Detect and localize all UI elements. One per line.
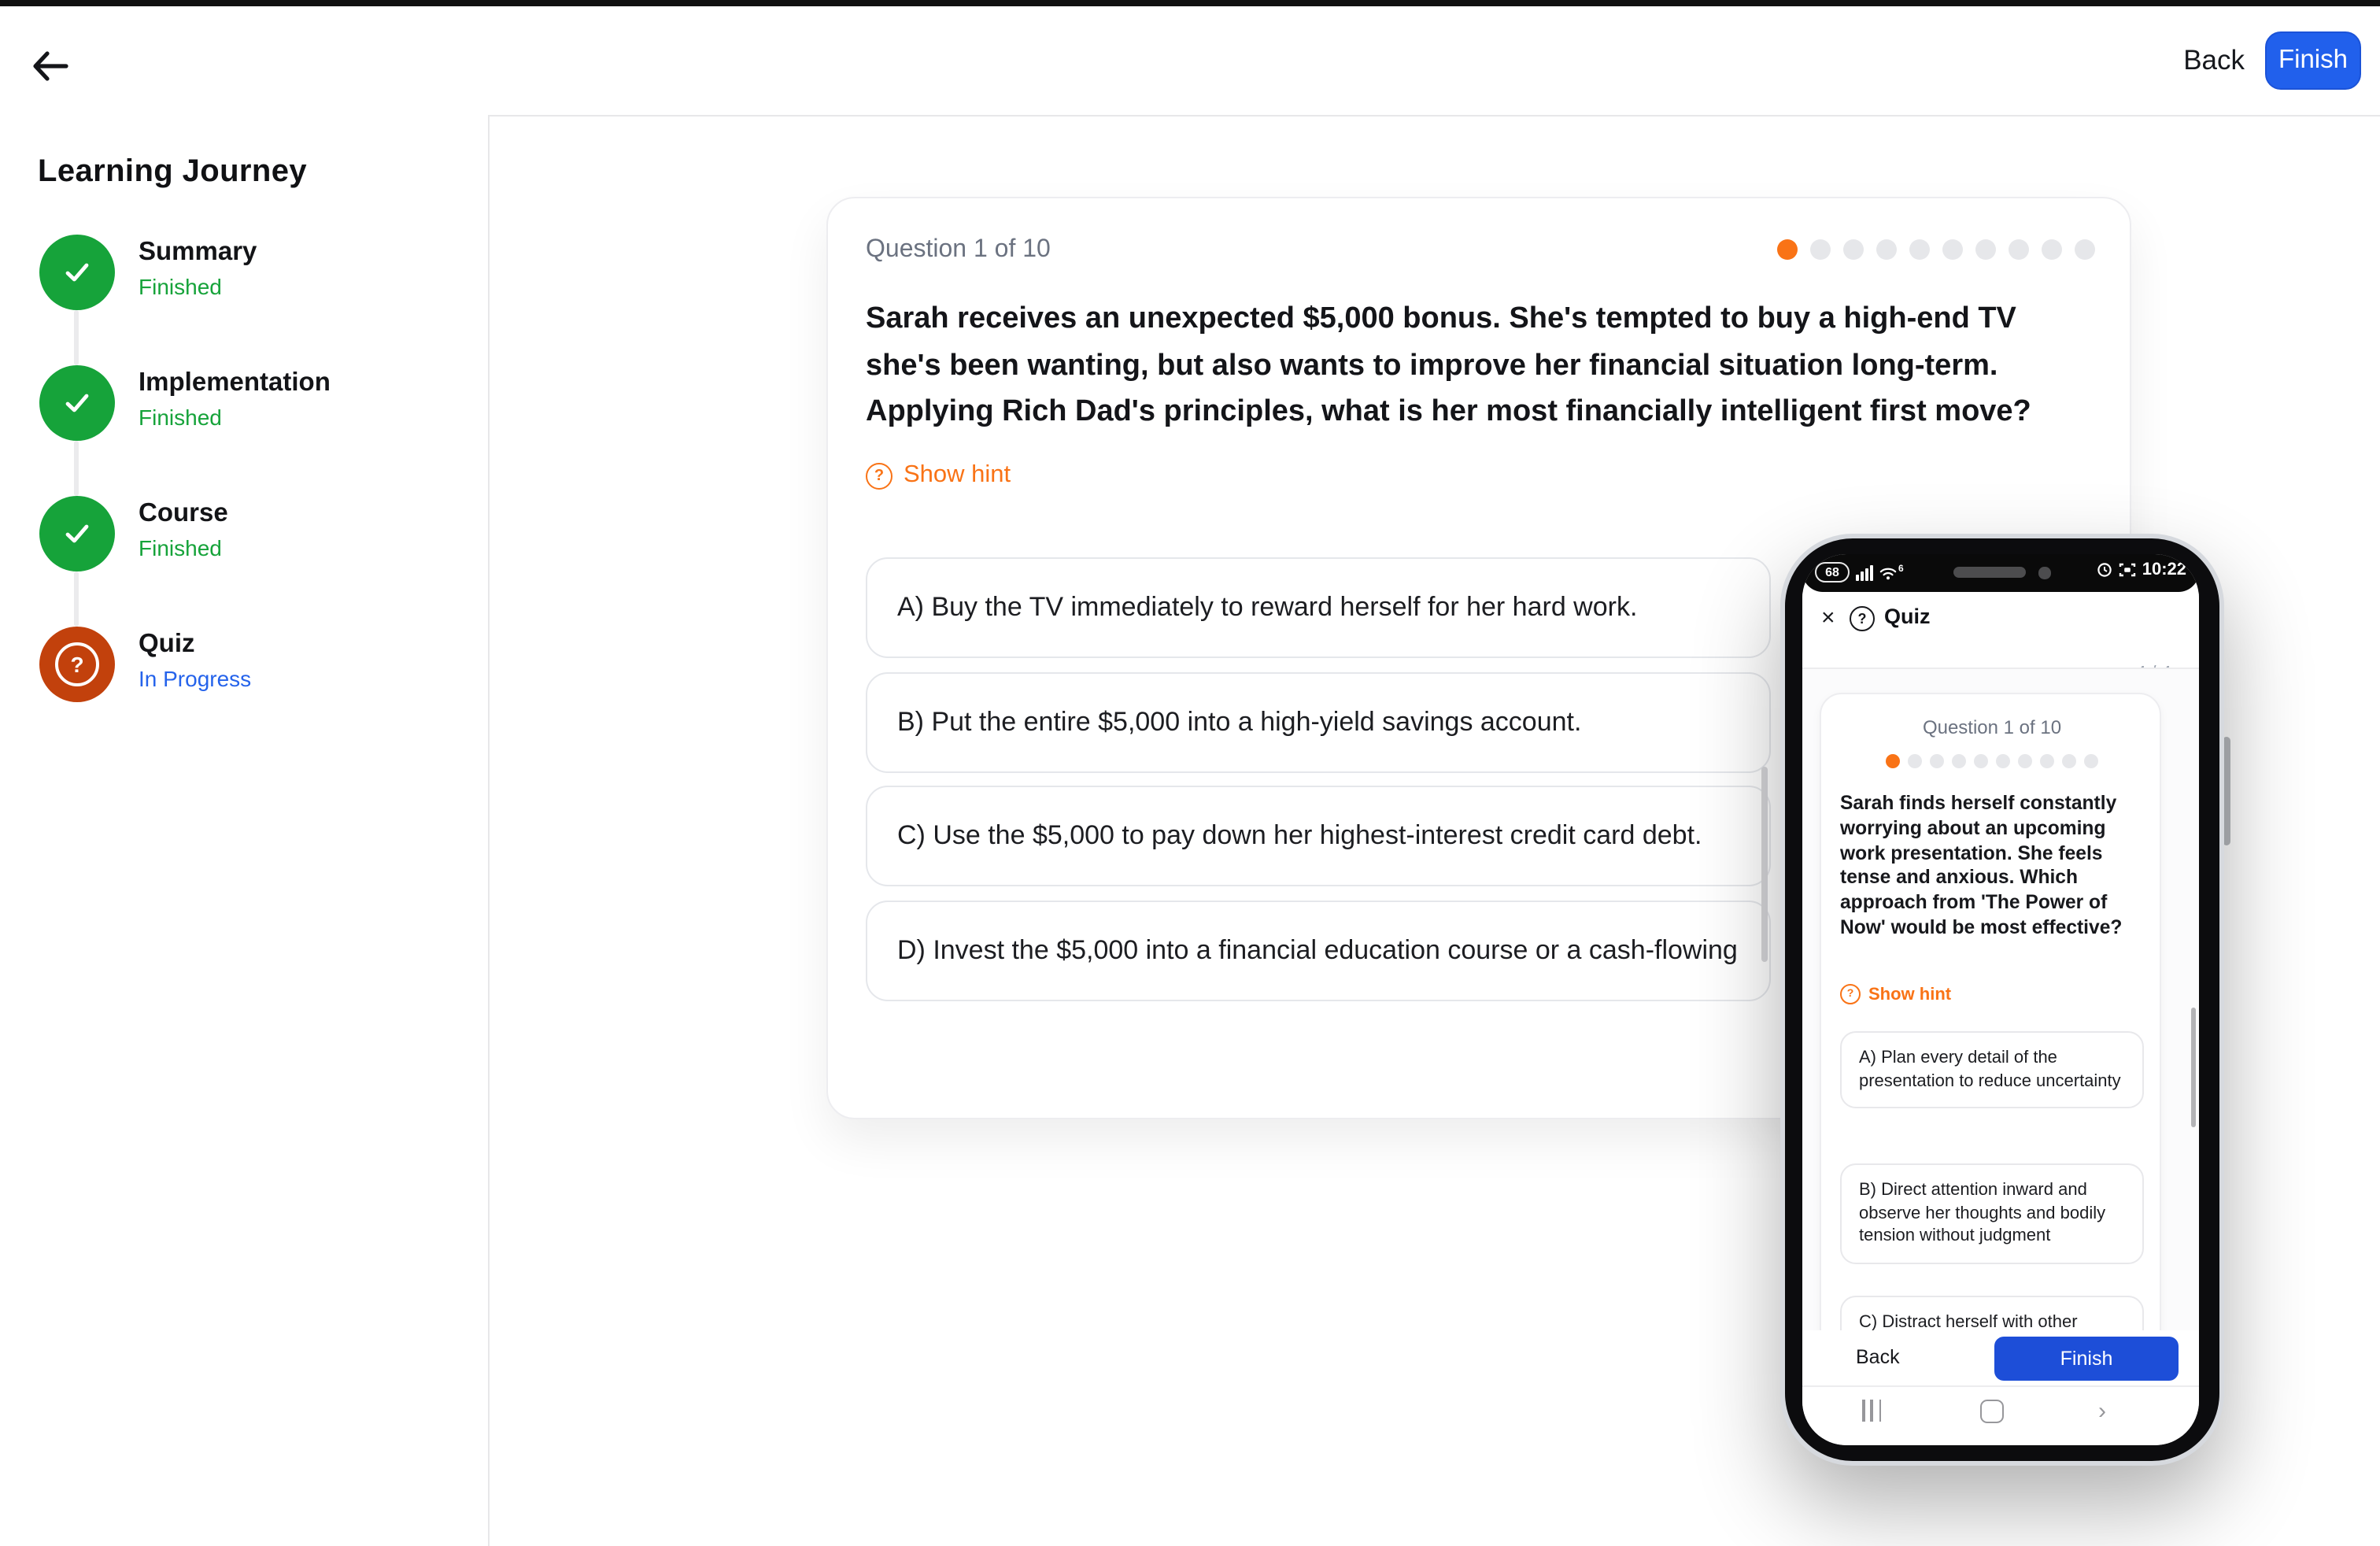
dot (1952, 754, 1966, 768)
card-scrollbar-thumb[interactable] (1761, 767, 1768, 962)
dot (1843, 239, 1864, 260)
dot (1908, 754, 1922, 768)
phone-quiz-content (1802, 669, 2199, 1330)
phone-scrollbar-thumb[interactable] (2190, 1008, 2196, 1127)
step-status: In Progress (139, 666, 252, 691)
phone-app-bar (1802, 592, 2199, 668)
phone-answer-option-b[interactable]: B) Direct attention inward and observe her thoughts and bodily tension without judgment (1840, 1163, 2144, 1263)
learning-journey-sidebar (0, 115, 490, 1546)
dot (1876, 239, 1897, 260)
back-arrow-icon[interactable] (28, 44, 72, 88)
sidebar-item-course[interactable] (39, 496, 228, 571)
step-status: Finished (139, 535, 222, 560)
phone-quiz-title: Quiz (1884, 605, 1931, 628)
sidebar-item-quiz[interactable] (39, 627, 251, 702)
phone-status-bar (1802, 554, 2199, 592)
question-dots (1777, 239, 2095, 260)
dot (1909, 239, 1930, 260)
answer-option-b[interactable]: B) Put the entire $5,000 into a high-yield savings account. (866, 671, 1771, 772)
show-hint-label: Show hint (904, 461, 1011, 488)
dot-active (1886, 754, 1900, 768)
step-title: Summary (139, 238, 257, 266)
dot (2062, 754, 2076, 768)
phone-question-card (1820, 693, 2161, 1330)
header-actions (2183, 6, 2361, 115)
dot (2075, 239, 2095, 260)
step-status: Finished (139, 274, 222, 299)
step-connector (74, 571, 79, 627)
dot (1942, 239, 1963, 260)
step-connector (74, 441, 79, 496)
recents-icon[interactable] (1862, 1400, 1882, 1422)
step-title: Course (139, 499, 228, 527)
nav-back-chevron-icon[interactable]: › (2098, 1398, 2106, 1425)
sidebar-item-summary[interactable] (39, 235, 257, 310)
status-right-icons (2097, 560, 2186, 579)
phone-screen (1802, 554, 2199, 1445)
phone-answer-option-a[interactable]: A) Plan every detail of the presentation to reduce uncertainty (1840, 1031, 2144, 1108)
dot (1810, 239, 1831, 260)
dot (2040, 754, 2054, 768)
dot (1996, 754, 2010, 768)
wifi-icon (1879, 564, 1904, 580)
phone-footer (1802, 1330, 2199, 1385)
finish-button[interactable]: Finish (2265, 31, 2361, 90)
answer-option-d[interactable]: D) Invest the $5,000 into a financial education course or a cash-flowing (866, 900, 1771, 1000)
top-bar (0, 6, 2380, 117)
battery-icon: 68 (1815, 562, 1850, 583)
dot (1974, 754, 1988, 768)
dot (2018, 754, 2032, 768)
sidebar-title: Learning Journey (38, 154, 308, 189)
phone-nav-bar (1802, 1385, 2199, 1445)
phone-mockup (1780, 534, 2224, 1466)
back-button[interactable]: Back (2183, 44, 2245, 76)
close-icon[interactable]: × (1821, 605, 1835, 631)
window-top-strip (0, 0, 2380, 6)
dot-active (1777, 239, 1798, 260)
phone-answer-option-c[interactable]: C) Distract herself with other (1840, 1296, 2144, 1330)
dot (2084, 754, 2098, 768)
phone-question-text: Sarah finds herself constantly worrying about an upcoming work presentation. She feels tense and anxious. Which approach from 'The Power of Now' would be most effective? (1840, 792, 2123, 938)
dot (2042, 239, 2062, 260)
sidebar-item-implementation[interactable] (39, 365, 331, 441)
signal-icon (1856, 564, 1873, 580)
dot (1975, 239, 1996, 260)
answer-option-c[interactable]: C) Use the $5,000 to pay down her highest-interest credit card debt. (866, 786, 1771, 886)
question-text: Sarah receives an unexpected $5,000 bonus. She's tempted to buy a high-end TV she's been wanting, but also wants to improve her financial situation long-term. Applying Rich Dad's principles, what is her most financially intelligent first move? (866, 302, 2031, 428)
phone-show-hint-button[interactable] (1840, 984, 1951, 1004)
wifi-gen-label: 6 (1898, 564, 1904, 574)
dot (1930, 754, 1944, 768)
step-connector (74, 310, 79, 365)
status-left-icons (1815, 562, 1904, 583)
answer-option-a[interactable]: A) Buy the TV immediately to reward herself for her hard work. (866, 557, 1771, 658)
question-circle-icon: ? (39, 627, 115, 702)
home-icon[interactable] (1980, 1400, 2004, 1423)
phone-show-hint-label: Show hint (1868, 985, 1952, 1004)
answer-options (866, 557, 1771, 1014)
question-progress-label: Question 1 of 10 (866, 236, 1051, 263)
phone-finish-button[interactable]: Finish (1994, 1337, 2179, 1381)
step-title: Quiz (139, 630, 195, 658)
check-circle-icon (39, 365, 115, 441)
phone-question-dots (1821, 754, 2163, 768)
status-time: 10:22 (2142, 560, 2186, 579)
dot (2009, 239, 2029, 260)
hint-question-icon: ? (1840, 984, 1861, 1004)
clock-icon (2097, 562, 2112, 578)
check-circle-icon (39, 496, 115, 571)
hint-question-icon: ? (866, 462, 893, 489)
phone-question-progress-label: Question 1 of 10 (1922, 716, 2062, 738)
quiz-question-icon: ? (1850, 606, 1875, 631)
step-title: Implementation (139, 368, 331, 397)
show-hint-button[interactable] (866, 461, 1011, 490)
camera-dot (2038, 567, 2050, 579)
step-status: Finished (139, 405, 222, 430)
check-circle-icon (39, 235, 115, 310)
screen-cast-icon (2119, 562, 2136, 578)
phone-back-button[interactable]: Back (1856, 1346, 1900, 1368)
speaker-notch (1953, 567, 2026, 577)
